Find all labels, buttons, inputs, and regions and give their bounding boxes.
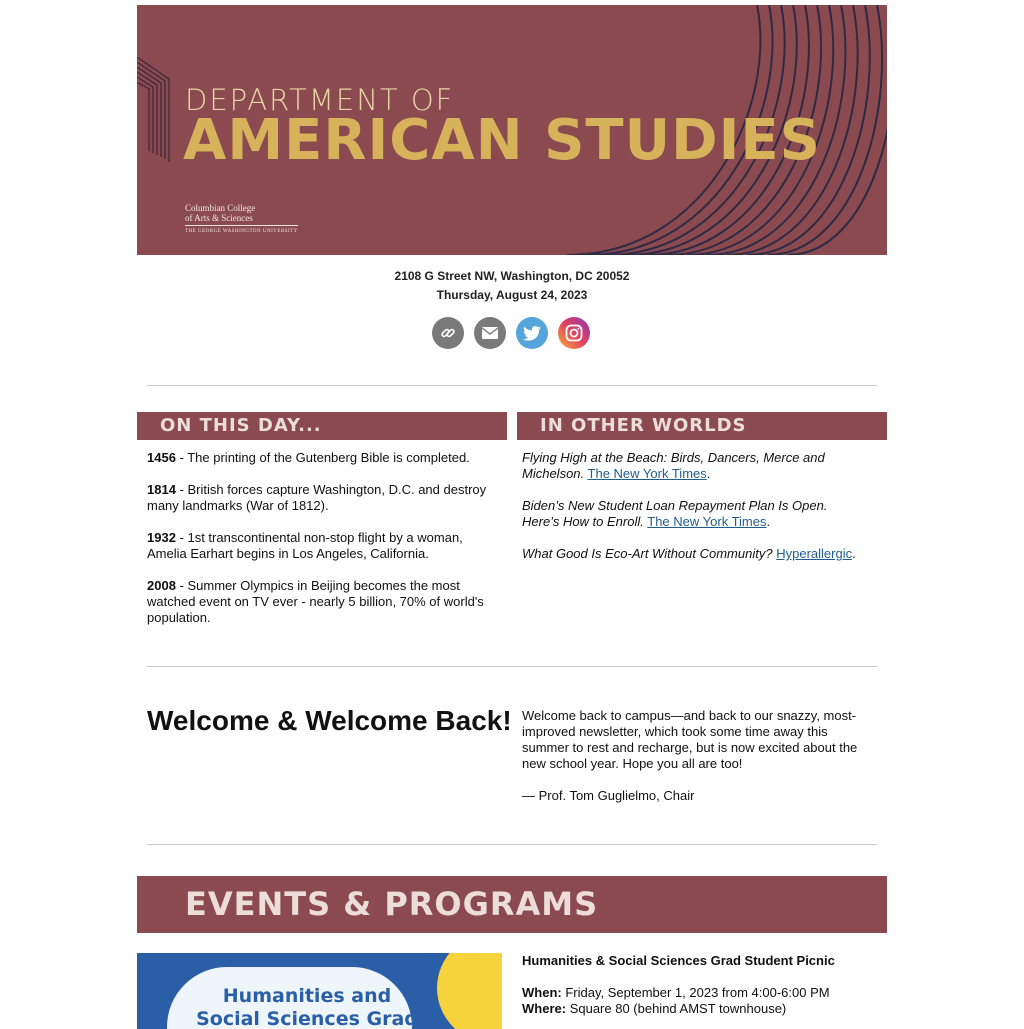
event-year: 2008 [147, 578, 176, 593]
header-banner [137, 5, 887, 255]
divider [147, 844, 877, 845]
event-year: 1456 [147, 450, 176, 465]
welcome-signature: — Prof. Tom Guglielmo, Chair [522, 788, 695, 803]
welcome-heading: Welcome & Welcome Back! [147, 705, 512, 736]
list-item: Biden’s New Student Loan Repayment Plan Is Open. Here’s How to Enroll. The New York Times. [522, 498, 828, 529]
divider [147, 666, 877, 667]
event-text: - The printing of the Gutenberg Bible is completed. [175, 450, 470, 465]
poster-text [137, 985, 477, 1029]
on-this-day-list [147, 450, 502, 642]
poster-line1: Humanities and [222, 985, 392, 1007]
event-when [522, 985, 882, 1001]
triangle-decoration [137, 57, 171, 167]
banner-title-line1: DEPARTMENT OF [185, 83, 455, 117]
article-source-link[interactable]: Hyperallergic [776, 546, 853, 561]
article-title: What Good Is Eco-Art Without Community? [522, 546, 773, 561]
events-header [137, 876, 887, 933]
poster-line2: Social Sciences Grad [196, 1008, 418, 1029]
event-text: - Summer Olympics in Beijing becomes the most watched event on TV ever - nearly 5 billion, 70% of world's population. [147, 578, 484, 625]
college-name-line1: Columbian College [185, 203, 256, 213]
event-year: 1932 [147, 530, 176, 545]
article-title: Flying High at the Beach: Birds, Dancers, Merce and Michelson. [522, 450, 825, 481]
in-other-worlds-header [517, 412, 887, 440]
in-other-worlds-heading: IN OTHER WORLDS [540, 415, 747, 436]
divider [147, 385, 877, 386]
social-links [432, 317, 590, 349]
list-item [147, 578, 502, 626]
in-other-worlds-list [522, 450, 867, 578]
newsletter [137, 5, 887, 1029]
college-name-line2: of Arts & Sciences [185, 213, 253, 223]
list-item: What Good Is Eco-Art Without Community? Hyperallergic. [522, 546, 856, 561]
where-label: Where: [522, 1001, 567, 1016]
event-year: 1814 [147, 482, 176, 497]
list-item: Flying High at the Beach: Birds, Dancers, Merce and Michelson. The New York Times. [522, 450, 825, 481]
picnic-poster-image[interactable] [137, 953, 502, 1029]
event-details [522, 953, 882, 1017]
address: 2108 G Street NW, Washington, DC 20052 [394, 269, 630, 283]
article-source-link[interactable]: The New York Times [587, 466, 707, 481]
college-logo [185, 203, 298, 237]
link-icon[interactable] [432, 317, 464, 349]
mail-icon[interactable] [474, 317, 506, 349]
welcome-body: Welcome back to campus—and back to our snazzy, most-improved newsletter, which took some time away this summer to rest and recharge, but is now excited about the new school year. Hope you all are too! [522, 708, 858, 771]
welcome-message [522, 708, 877, 820]
instagram-icon[interactable] [558, 317, 590, 349]
event-title: Humanities & Social Sciences Grad Student Picnic [522, 953, 835, 968]
when-label: When: [522, 985, 562, 1000]
list-item [147, 530, 502, 562]
events-heading: EVENTS & PROGRAMS [185, 885, 599, 923]
on-this-day-heading: ON THIS DAY... [160, 415, 322, 436]
event-where [522, 1001, 882, 1017]
list-item [147, 482, 502, 514]
where-value: Square 80 (behind AMST townhouse) [569, 1001, 787, 1016]
list-item [147, 450, 502, 466]
university-name: THE GEORGE WASHINGTON UNIVERSITY [185, 225, 298, 237]
event-text: - 1st transcontinental non-stop flight by a woman, Amelia Earhart begins in Los Angeles, California. [147, 530, 463, 561]
article-source-link[interactable]: The New York Times [647, 514, 767, 529]
issue-date: Thursday, August 24, 2023 [436, 288, 588, 302]
twitter-icon[interactable] [516, 317, 548, 349]
article-title: Biden’s New Student Loan Repayment Plan Is Open. Here’s How to Enroll. [522, 498, 828, 529]
on-this-day-header [137, 412, 507, 440]
event-text: - British forces capture Washington, D.C. and destroy many landmarks (War of 1812). [147, 482, 487, 513]
when-value: Friday, September 1, 2023 from 4:00-6:00 PM [565, 985, 830, 1000]
banner-title-line2: AMERICAN STUDIES [183, 108, 821, 173]
